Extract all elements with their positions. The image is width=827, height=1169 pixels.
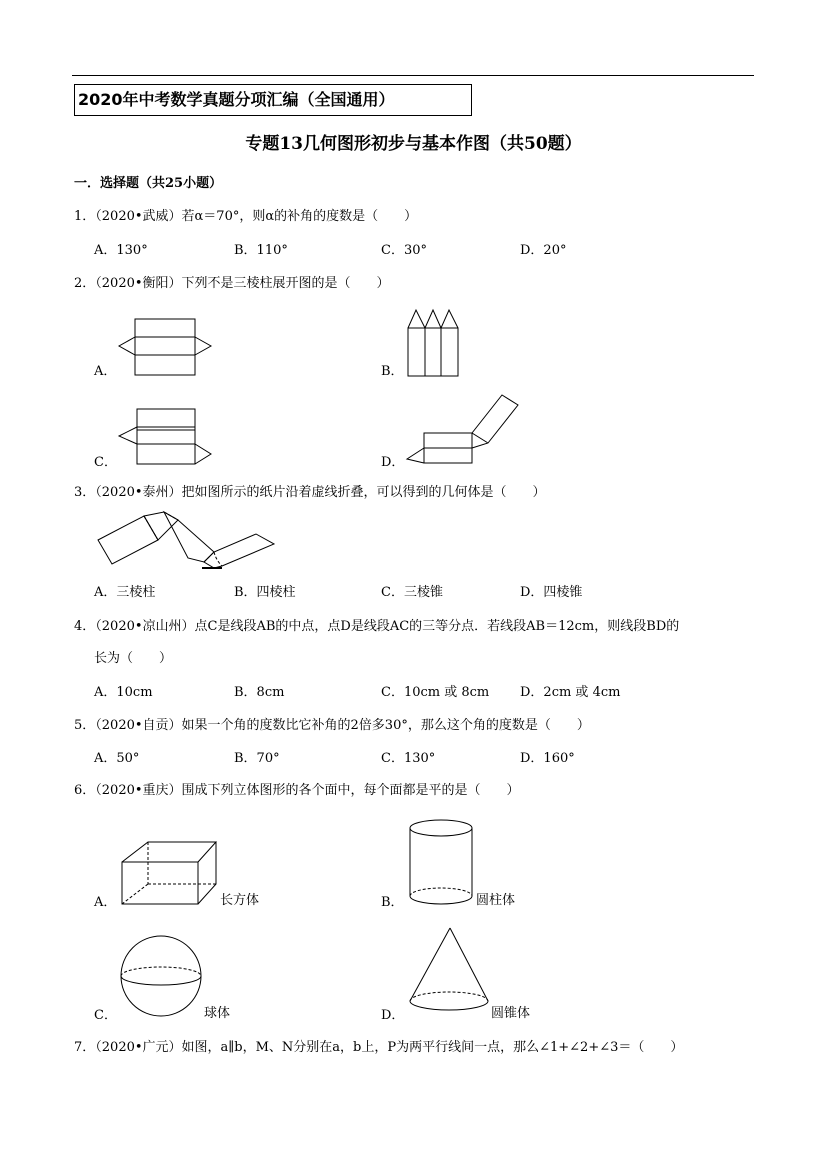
question-5-option-a: A．50°	[94, 751, 140, 766]
cuboid-figure	[118, 840, 222, 908]
question-6-option-b: B．	[381, 895, 404, 910]
question-1-option-d: D．20°	[520, 243, 567, 258]
cuboid-label: 长方体	[220, 893, 260, 908]
folding-paper-figure	[96, 510, 276, 572]
question-4-option-b: B．8cm	[234, 685, 285, 700]
question-4-stem-line-1: 4．（2020•凉山州）点C是线段AB的中点，点D是线段AC的三等分点．若线段AB＝12cm，则线段BD的	[74, 619, 680, 634]
sphere-label: 球体	[204, 1006, 231, 1021]
prism-net-figure-d	[404, 393, 524, 473]
question-3-option-b: B．四棱柱	[234, 585, 296, 600]
sphere-figure	[119, 934, 203, 1018]
question-1-option-b: B．110°	[234, 243, 288, 258]
question-5-option-c: C．130°	[381, 751, 436, 766]
question-5-stem: 5．（2020•自贡）如果一个角的度数比它补角的2倍多30°，那么这个角的度数是（ ）	[74, 718, 590, 733]
question-6-option-d: D．	[381, 1008, 405, 1023]
question-3-option-a: A．三棱柱	[94, 585, 156, 600]
question-2-option-d: D．	[381, 455, 405, 470]
prism-net-figure-c	[115, 408, 215, 468]
question-2-stem: 2．（2020•衡阳）下列不是三棱柱展开图的是（ ）	[74, 276, 390, 291]
question-2-option-c: C．	[94, 455, 117, 470]
question-2-option-a: A．	[94, 364, 117, 379]
question-5-option-b: B．70°	[234, 751, 280, 766]
question-4-option-a: A．10cm	[94, 685, 153, 700]
cone-figure	[406, 926, 492, 1016]
series-title: 2020年中考数学真题分项汇编（全国通用）	[78, 90, 395, 109]
question-4-stem-line-2: 长为（ ）	[94, 651, 173, 666]
top-rule	[72, 75, 754, 76]
cylinder-label: 圆柱体	[476, 893, 516, 908]
cylinder-figure	[406, 818, 476, 908]
question-4-option-c: C．10cm 或 8cm	[381, 685, 490, 700]
question-6-option-a: A．	[94, 895, 117, 910]
question-7-stem: 7．（2020•广元）如图，a∥b，M、N分别在a，b上，P为两平行线间一点，那么∠1+∠2+∠3＝（ ）	[74, 1040, 684, 1055]
question-6-option-c: C．	[94, 1008, 117, 1023]
question-3-option-c: C．三棱锥	[381, 585, 443, 600]
section-heading: 一．选择题（共25小题）	[74, 176, 223, 191]
cone-label: 圆锥体	[491, 1006, 531, 1021]
question-5-option-d: D．160°	[520, 751, 575, 766]
prism-net-figure-b	[404, 306, 464, 378]
prism-net-figure-a	[115, 318, 215, 378]
question-1-stem: 1．（2020•武威）若α＝70°，则α的补角的度数是（ ）	[74, 209, 418, 224]
question-1-option-c: C．30°	[381, 243, 427, 258]
question-2-option-b: B．	[381, 364, 404, 379]
question-6-stem: 6．（2020•重庆）围成下列立体图形的各个面中，每个面都是平的是（ ）	[74, 783, 520, 798]
question-3-option-d: D．四棱锥	[520, 585, 583, 600]
page-title: 专题13几何图形初步与基本作图（共50题）	[245, 134, 582, 154]
question-3-stem: 3．（2020•泰州）把如图所示的纸片沿着虚线折叠，可以得到的几何体是（ ）	[74, 485, 546, 500]
question-4-option-d: D．2cm 或 4cm	[520, 685, 621, 700]
question-1-option-a: A．130°	[94, 243, 148, 258]
